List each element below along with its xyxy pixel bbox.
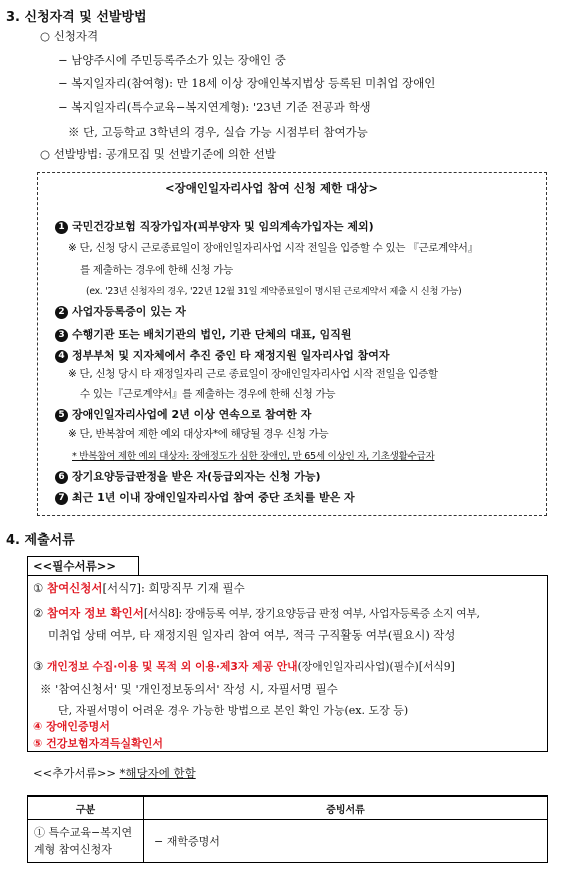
table-cell-docs: − 재학증명서 <box>144 820 548 863</box>
doc-description: (장애인일자리사업)(필수)[서식9] <box>297 660 455 673</box>
table-cell-category: ① 특수교육−복지연계형 참여신청자 <box>28 820 144 863</box>
restriction-item-4 <box>55 347 390 363</box>
number-badge: 4 <box>55 350 68 363</box>
restriction-item-7 <box>55 489 355 505</box>
additional-docs-label: <<추가서류>> <box>33 766 116 780</box>
restriction-note-4a: ※ 단, 신청 당시 타 재정일자리 근로 종료일이 장애인일자리사업 시작 전일을 입증할 <box>68 368 438 380</box>
qualification-note: ※ 단, 고등학교 3학년의 경우, 실습 가능 시점부터 참여가능 <box>68 125 368 139</box>
doc-number: ② <box>33 606 44 620</box>
restriction-item-1 <box>55 218 374 234</box>
restriction-item-text: 장기요양등급판정을 받은 자(등급외자는 신청 가능) <box>72 470 321 483</box>
restriction-note-1c: (ex. '23년 신청자의 경우, '22년 12월 31일 계약종료일이 명시된 근로계약서 제출 시 신청 가능) <box>86 286 462 297</box>
number-badge: 7 <box>55 492 68 505</box>
restriction-note-1a: ※ 단, 신청 당시 근로종료일이 장애인일자리사업 시작 전일을 입증할 수 있는 『근로계약서』 <box>68 242 478 254</box>
restriction-item-text: 사업자등록증이 있는 자 <box>72 305 186 318</box>
qualification-item-3: − 복지일자리(특수교육−복지연계형): '23년 기준 전공과 학생 <box>58 100 371 114</box>
table-header-category: 구분 <box>28 796 144 820</box>
restriction-item-text: 수행기관 또는 배치기관의 법인, 기관 단체의 대표, 임직원 <box>72 328 352 341</box>
restriction-note-5b: * 반복참여 제한 예외 대상자: 장애정도가 심한 장애인, 만 65세 이상인 자, 기초생활수급자 <box>72 451 435 462</box>
qualification-label: ○ 신청자격 <box>40 29 99 43</box>
restriction-note-4b: 수 있는『근로계약서』를 제출하는 경우에 한해 신청 가능 <box>80 388 336 400</box>
table-header-row <box>28 796 548 820</box>
doc-description: [서식7]: 희망직무 기재 필수 <box>102 581 245 595</box>
number-badge: 1 <box>55 221 68 234</box>
table-header-docs: 증빙서류 <box>144 796 548 820</box>
additional-docs-table <box>27 795 548 863</box>
doc-name: 참여자 정보 확인서 <box>46 606 144 620</box>
required-doc-3 <box>33 659 455 674</box>
doc-number: ③ <box>33 659 44 673</box>
restriction-item-6 <box>55 468 321 484</box>
qualification-item-2: − 복지일자리(참여형): 만 18세 이상 장애인복지법상 등록된 미취업 장애인 <box>58 76 436 90</box>
restriction-title: <장애인일자리사업 참여 신청 제한 대상> <box>165 181 379 195</box>
required-docs-label: <<필수서류>> <box>33 559 116 573</box>
doc-name: 참여신청서 <box>46 581 103 595</box>
required-doc-2-line2: 미취업 상태 여부, 타 재정지원 일자리 참여 여부, 적극 구직활동 여부(필요시) 작성 <box>48 628 456 642</box>
required-doc-1 <box>33 580 245 596</box>
restriction-item-text: 장애인일자리사업에 2년 이상 연속으로 참여한 자 <box>72 408 312 421</box>
selection-method: ○ 선발방법: 공개모집 및 선발기준에 의한 선발 <box>40 147 276 161</box>
restriction-note-5a: ※ 단, 반복참여 제한 예외 대상자*에 해당될 경우 신청 가능 <box>68 428 329 440</box>
required-doc-5: ⑤ 건강보험자격득실확인서 <box>33 737 164 750</box>
required-doc-4: ④ 장애인증명서 <box>33 720 110 733</box>
qualification-item-1: − 남양주시에 주민등록주소가 있는 장애인 중 <box>58 53 286 67</box>
table-row <box>28 820 548 863</box>
doc-description: [서식8]: 장애등록 여부, 장기요양등급 판정 여부, 사업자등록증 소지 여부, <box>143 607 480 620</box>
additional-docs <box>33 765 196 781</box>
number-badge: 2 <box>55 306 68 319</box>
restriction-item-5 <box>55 406 311 422</box>
restriction-item-3 <box>55 326 352 342</box>
restriction-item-text: 최근 1년 이내 장애인일자리사업 참여 중단 조치를 받은 자 <box>72 491 355 504</box>
restriction-item-2 <box>55 303 186 319</box>
section3-title: 3. 신청자격 및 선발방법 <box>6 10 147 25</box>
doc-name: 개인정보 수집·이용 및 목적 외 이용·제3자 제공 안내 <box>46 660 298 673</box>
restriction-item-text: 정부부처 및 지자체에서 추진 중인 타 재정지원 일자리사업 참여자 <box>72 349 390 362</box>
required-doc-3-note2: 단, 자필서명이 어려운 경우 가능한 방법으로 본인 확인 가능(ex. 도장 등) <box>58 704 409 717</box>
additional-docs-note: *해당자에 한함 <box>119 766 196 780</box>
restriction-item-text: 국민건강보험 직장가입자(피부양자 및 임의계속가입자는 제외) <box>72 220 374 233</box>
number-badge: 6 <box>55 471 68 484</box>
restriction-note-1b: 를 제출하는 경우에 한해 신청 가능 <box>80 264 233 276</box>
required-doc-3-note1: ※ '참여신청서' 및 '개인정보동의서' 작성 시, 자필서명 필수 <box>40 682 338 696</box>
required-doc-2 <box>33 605 480 621</box>
section4-title: 4. 제출서류 <box>6 533 75 548</box>
number-badge: 3 <box>55 329 68 342</box>
number-badge: 5 <box>55 409 68 422</box>
doc-number: ① <box>33 581 44 595</box>
